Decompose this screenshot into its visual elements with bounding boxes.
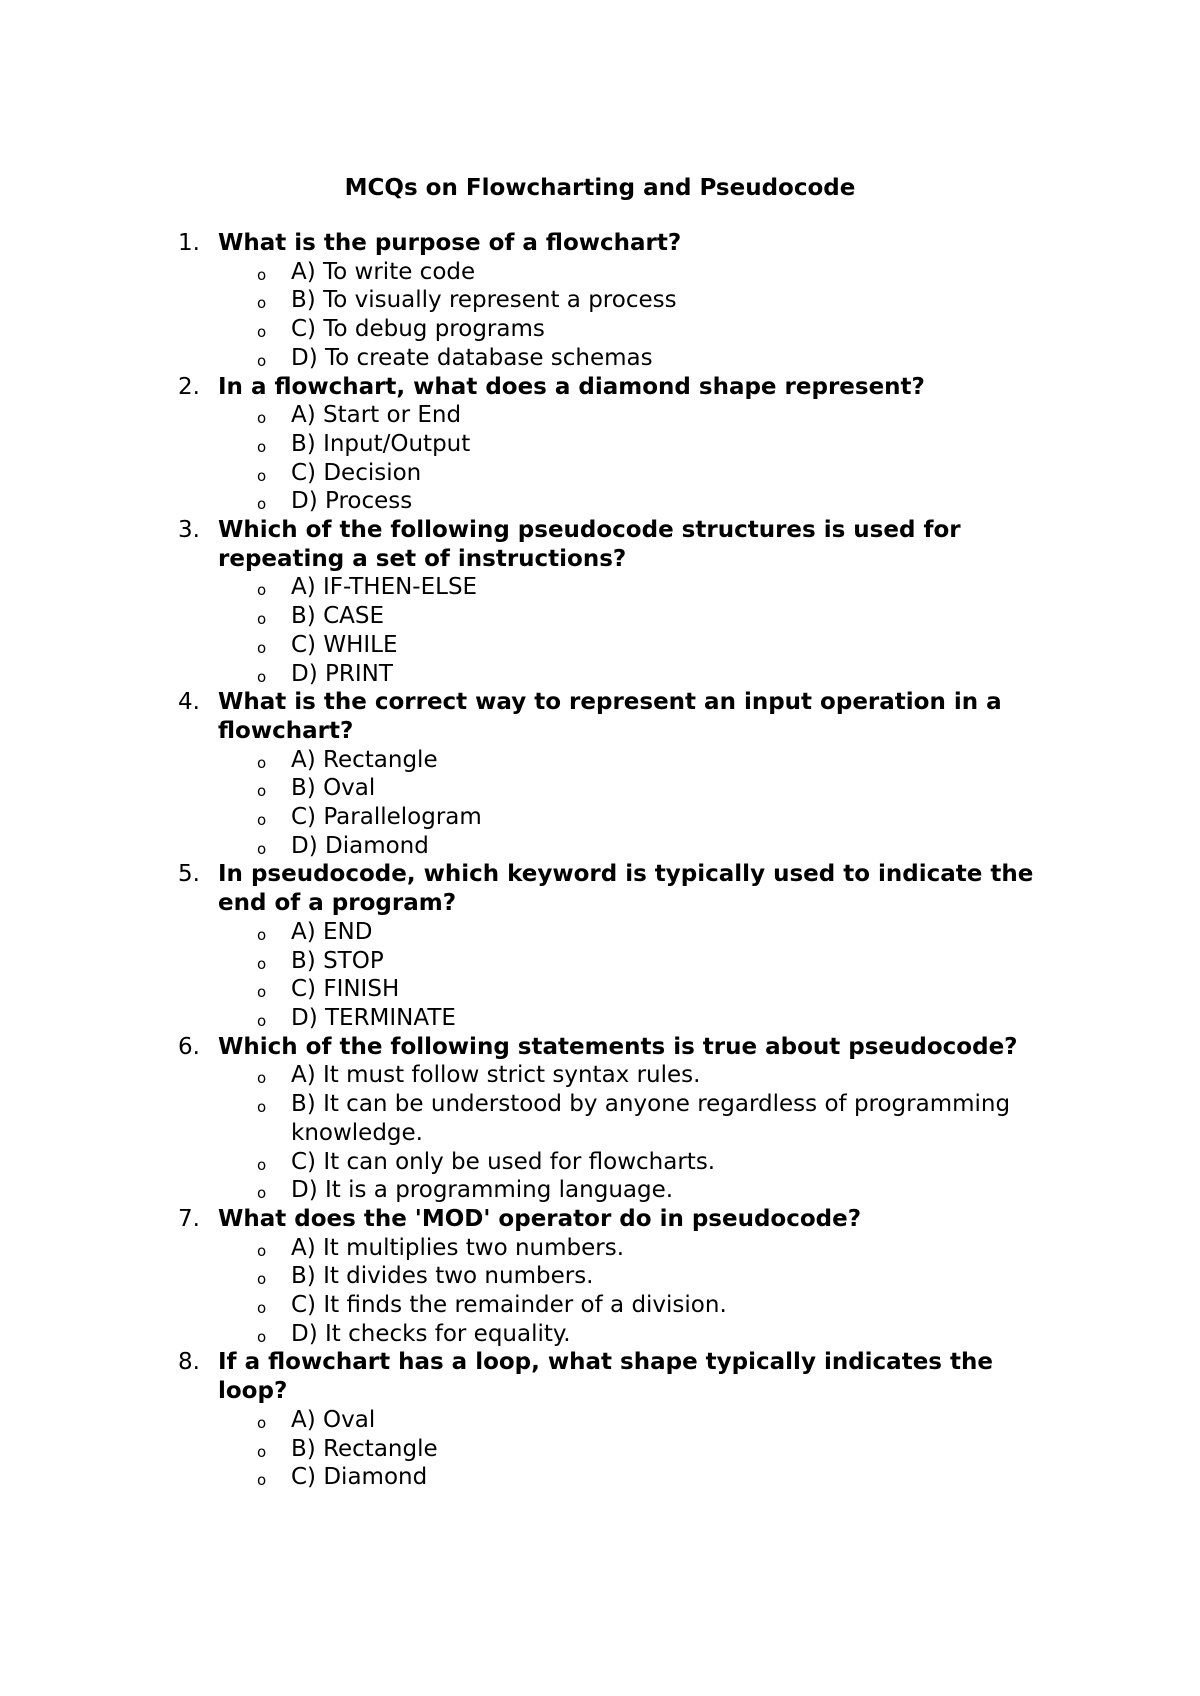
option-item	[218, 947, 1071, 976]
option-item	[218, 1291, 1071, 1320]
option-item	[218, 1262, 1071, 1291]
option-text: B) CASE	[291, 603, 384, 630]
circle-bullet-icon: o	[257, 638, 267, 657]
option-list	[218, 258, 1058, 373]
question-item	[0, 1205, 1058, 1349]
option-item	[218, 1090, 1071, 1147]
option-item	[218, 573, 1071, 602]
circle-bullet-icon: o	[257, 351, 267, 370]
option-text: A) IF-THEN-ELSE	[291, 574, 478, 601]
circle-bullet-icon: o	[257, 437, 267, 456]
option-text: D) Process	[291, 488, 413, 515]
circle-bullet-icon: o	[257, 294, 267, 313]
question-item	[0, 229, 1058, 373]
question-text: In a flowchart, what does a diamond shape represent?	[218, 373, 925, 400]
circle-bullet-icon: o	[257, 495, 267, 514]
question-text: If a flowchart has a loop, what shape typically indicates the loop?	[218, 1349, 993, 1405]
option-item	[218, 975, 1071, 1004]
circle-bullet-icon: o	[257, 1442, 267, 1461]
option-list	[218, 918, 1058, 1033]
option-text: A) It must follow strict syntax rules.	[291, 1062, 701, 1089]
option-item	[218, 1234, 1071, 1263]
circle-bullet-icon: o	[257, 839, 267, 858]
option-item	[218, 1148, 1071, 1177]
circle-bullet-icon: o	[257, 1327, 267, 1346]
question-item	[0, 1033, 1058, 1205]
option-text: A) END	[291, 918, 373, 945]
option-text: B) It can be understood by anyone regardless of programming knowledge.	[291, 1091, 1011, 1146]
question-text: Which of the following statements is true about pseudocode?	[218, 1033, 1018, 1060]
option-item	[218, 286, 1071, 315]
question-text: What is the purpose of a flowchart?	[218, 230, 682, 256]
option-item	[218, 1320, 1071, 1349]
question-item	[0, 860, 1058, 1032]
option-list	[218, 1406, 1058, 1492]
circle-bullet-icon: o	[257, 954, 267, 973]
option-text: B) Oval	[291, 775, 376, 802]
circle-bullet-icon: o	[257, 1184, 267, 1203]
question-item	[0, 373, 1058, 517]
circle-bullet-icon: o	[257, 925, 267, 944]
option-text: B) Input/Output	[291, 430, 471, 457]
question-number: 2.	[178, 373, 200, 400]
option-item	[218, 315, 1071, 344]
option-text: A) Start or End	[291, 402, 462, 429]
option-list	[218, 573, 1058, 688]
question-text: In pseudocode, which keyword is typically used to indicate the end of a program?	[218, 861, 1034, 917]
option-item	[218, 258, 1071, 287]
circle-bullet-icon: o	[257, 983, 267, 1002]
circle-bullet-icon: o	[257, 1241, 267, 1260]
circle-bullet-icon: o	[257, 1155, 267, 1174]
question-number: 6.	[178, 1033, 200, 1060]
circle-bullet-icon: o	[257, 610, 267, 629]
option-item	[218, 1463, 1071, 1492]
option-text: D) It checks for equality.	[291, 1320, 571, 1347]
option-text: C) It can only be used for flowcharts.	[291, 1148, 716, 1175]
question-list	[0, 229, 1200, 1492]
circle-bullet-icon: o	[257, 753, 267, 772]
circle-bullet-icon: o	[257, 1413, 267, 1432]
circle-bullet-icon: o	[257, 323, 267, 342]
option-text: D) To create database schemas	[291, 344, 653, 371]
circle-bullet-icon: o	[257, 1471, 267, 1490]
option-item	[218, 1004, 1071, 1033]
document-title: MCQs on Flowcharting and Pseudocode	[344, 175, 856, 201]
option-text: B) STOP	[291, 947, 384, 974]
circle-bullet-icon: o	[257, 265, 267, 284]
circle-bullet-icon: o	[257, 667, 267, 686]
circle-bullet-icon: o	[257, 409, 267, 428]
option-item	[218, 459, 1071, 488]
circle-bullet-icon: o	[257, 466, 267, 485]
option-list	[218, 1061, 1058, 1205]
option-text: D) TERMINATE	[291, 1004, 456, 1031]
option-item	[218, 344, 1071, 373]
option-text: A) Oval	[291, 1406, 376, 1433]
option-text: C) Diamond	[291, 1464, 428, 1491]
circle-bullet-icon: o	[257, 1299, 267, 1318]
option-list	[218, 746, 1058, 861]
option-item	[218, 1176, 1071, 1205]
circle-bullet-icon: o	[257, 811, 267, 830]
option-text: B) To visually represent a process	[291, 287, 677, 314]
option-text: C) Parallelogram	[291, 804, 482, 831]
option-list	[218, 401, 1058, 516]
option-item	[218, 430, 1071, 459]
option-item	[218, 803, 1071, 832]
option-text: A) Rectangle	[291, 746, 438, 773]
option-item	[218, 918, 1071, 947]
option-text: D) Diamond	[291, 832, 429, 859]
option-list	[218, 1234, 1058, 1349]
circle-bullet-icon: o	[257, 1270, 267, 1289]
question-number: 1.	[178, 230, 200, 256]
option-text: D) PRINT	[291, 660, 393, 687]
option-text: A) It multiplies two numbers.	[291, 1234, 625, 1261]
circle-bullet-icon: o	[257, 1011, 267, 1030]
option-item	[218, 401, 1071, 430]
question-number: 7.	[178, 1205, 200, 1232]
option-text: C) It finds the remainder of a division.	[291, 1292, 727, 1319]
circle-bullet-icon: o	[257, 1098, 267, 1117]
question-item	[0, 688, 1058, 860]
option-item	[218, 832, 1071, 861]
question-text: Which of the following pseudocode structures is used for repeating a set of instructions?	[218, 517, 961, 572]
question-item	[0, 516, 1058, 688]
option-text: C) Decision	[291, 459, 422, 486]
option-text: B) Rectangle	[291, 1435, 438, 1462]
question-number: 3.	[178, 517, 200, 544]
circle-bullet-icon: o	[257, 1069, 267, 1088]
option-item	[218, 1435, 1071, 1464]
option-text: C) To debug programs	[291, 316, 545, 343]
option-item	[218, 631, 1071, 660]
option-text: A) To write code	[291, 258, 476, 285]
option-item	[218, 774, 1071, 803]
question-number: 5.	[178, 861, 200, 888]
circle-bullet-icon: o	[257, 782, 267, 801]
option-item	[218, 746, 1071, 775]
question-text: What does the 'MOD' operator do in pseudocode?	[218, 1205, 862, 1232]
option-item	[218, 487, 1071, 516]
option-item	[218, 1406, 1071, 1435]
option-text: D) It is a programming language.	[291, 1177, 674, 1204]
option-text: C) FINISH	[291, 976, 400, 1003]
option-item	[218, 1061, 1071, 1090]
option-item	[218, 660, 1071, 689]
option-text: C) WHILE	[291, 631, 398, 658]
question-number: 4.	[178, 689, 200, 716]
question-item	[0, 1348, 1058, 1492]
circle-bullet-icon: o	[257, 581, 267, 600]
option-text: B) It divides two numbers.	[291, 1263, 594, 1290]
question-text: What is the correct way to represent an input operation in a flowchart?	[218, 689, 1002, 744]
option-item	[218, 602, 1071, 631]
question-number: 8.	[178, 1349, 200, 1376]
